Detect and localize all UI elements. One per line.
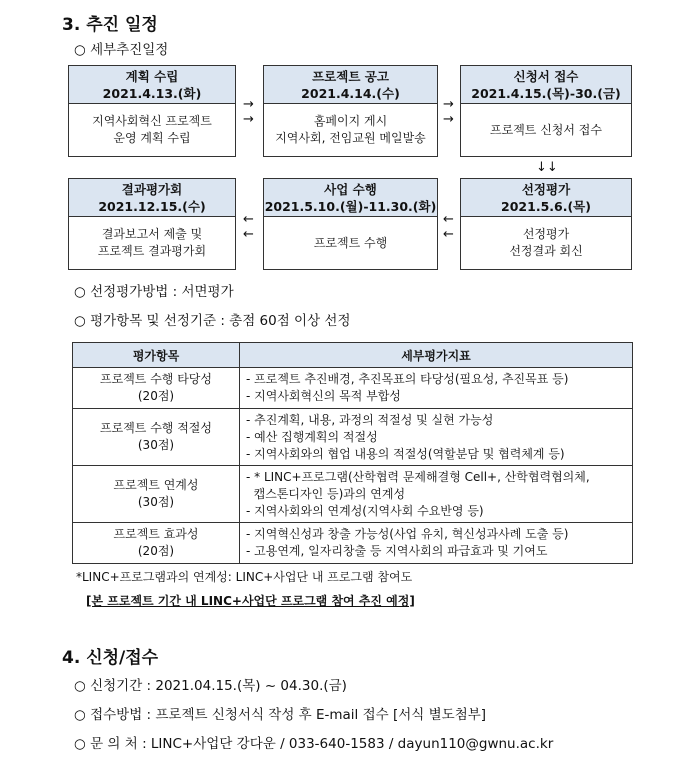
indicator-line: 캡스톤디자인 등)과의 연계성 [246, 486, 406, 501]
application-method: ○ 접수방법 : 프로젝트 신청서식 작성 후 E-mail 접수 [서식 별도첨부] [74, 707, 487, 723]
step-plan [68, 65, 236, 157]
step-execute-date: 2021.5.10.(월)-11.30.(화) [264, 199, 437, 214]
step-result-desc: 결과보고서 제출 및 [101, 227, 203, 241]
item-score: (30점) [137, 495, 175, 509]
table-cell-indicators [240, 368, 633, 409]
indicator-line: - * LINC+프로그램(산학협력 문제해결형 Cell+, 산학협력협의체, [246, 469, 590, 484]
table-cell-indicators [240, 466, 633, 523]
indicator-line: - 지역사회와의 연계성(지역사회 수요반영 등) [246, 503, 484, 518]
table-row [73, 466, 633, 523]
table-row [73, 523, 633, 564]
section4-title: 4. 신청/접수 [62, 648, 159, 668]
linc-note-emphasis: [본 프로젝트 기간 내 LINC+사업단 프로그램 참여 추진 예정] [86, 594, 415, 608]
indicator-line: - 지역혁신성과 창출 가능성(사업 유치, 혁신성과사례 도출 등) [246, 527, 569, 541]
step-plan-desc: 운영 계획 수립 [113, 131, 191, 145]
evaluation-criteria: ○ 평가항목 및 선정기준 : 총점 60점 이상 선정 [74, 313, 351, 329]
arrow-right-icon: → [443, 97, 454, 112]
arrow-left-icon: ← [243, 227, 254, 242]
item-name: 프로젝트 효과성 [113, 527, 199, 541]
step-announce-desc: 지역사회, 전임교원 메일발송 [275, 131, 426, 145]
indicator-line: - 고용연계, 일자리창출 등 지역사회의 파급효과 및 기여도 [246, 544, 548, 558]
step-result [68, 178, 236, 270]
item-name: 프로젝트 연계성 [113, 478, 199, 492]
section3-title: 3. 추진 일정 [62, 15, 158, 35]
evaluation-table [72, 342, 633, 564]
arrow-left-icon: ← [243, 212, 254, 227]
step-result-desc: 프로젝트 결과평가회 [97, 244, 207, 258]
step-announce [263, 65, 438, 157]
application-period: ○ 신청기간 : 2021.04.15.(목) ~ 04.30.(금) [74, 678, 347, 694]
step-announce-desc: 홈페이지 게시 [313, 114, 388, 128]
table-cell-indicators [240, 409, 633, 466]
step-receive [460, 65, 632, 157]
table-cell-item [73, 409, 240, 466]
indicator-line: - 예산 집행계획의 적절성 [246, 429, 378, 444]
arrow-right-icon: → [243, 97, 254, 112]
table-row [73, 409, 633, 466]
step-plan-desc: 지역사회혁신 프로젝트 [92, 114, 212, 128]
step-select [460, 178, 632, 270]
linc-note: *LINC+프로그램과의 연계성: LINC+사업단 내 프로그램 참여도 [76, 570, 413, 584]
step-select-desc: 선정결과 회신 [509, 244, 583, 258]
step-result-title: 결과평가회 [121, 182, 183, 197]
arrow-right-icon: → [443, 112, 454, 127]
indicator-line: - 지역사회혁신의 목적 부합성 [246, 389, 401, 403]
item-name: 프로젝트 수행 타당성 [100, 372, 212, 386]
step-select-date: 2021.5.6.(목) [501, 199, 591, 214]
table-header-indicator: 세부평가지표 [240, 343, 633, 368]
step-execute [263, 178, 438, 270]
step-execute-desc: 프로젝트 수행 [313, 235, 388, 250]
step-select-title: 선정평가 [521, 182, 571, 197]
table-row [73, 368, 633, 409]
step-plan-title: 계획 수립 [125, 69, 179, 84]
step-plan-date: 2021.4.13.(화) [102, 86, 202, 101]
item-score: (20점) [137, 544, 175, 558]
step-receive-date: 2021.4.15.(목)-30.(금) [471, 86, 621, 101]
step-receive-desc: 프로젝트 신청서 접수 [490, 122, 602, 137]
schedule-subtitle: ○ 세부추진일정 [74, 42, 169, 58]
item-score: (30점) [137, 438, 175, 452]
evaluation-method: ○ 선정평가방법 : 서면평가 [74, 284, 234, 300]
arrow-down-icon: ↓↓ [536, 160, 558, 175]
indicator-line: - 추진계획, 내용, 과정의 적절성 및 실현 가능성 [246, 412, 494, 427]
step-result-date: 2021.12.15.(수) [98, 199, 206, 214]
step-announce-title: 프로젝트 공고 [312, 69, 389, 84]
table-cell-indicators [240, 523, 633, 564]
table-header-row [73, 343, 633, 368]
step-receive-title: 신청서 접수 [513, 69, 579, 84]
arrow-right-icon: → [243, 112, 254, 127]
arrow-left-icon: ← [443, 212, 454, 227]
step-execute-title: 사업 수행 [324, 182, 377, 197]
item-score: (20점) [137, 389, 175, 403]
table-cell-item [73, 466, 240, 523]
item-name: 프로젝트 수행 적절성 [100, 421, 212, 435]
table-cell-item [73, 368, 240, 409]
step-select-desc: 선정평가 [522, 227, 570, 241]
indicator-line: - 지역사회와의 협업 내용의 적절성(역할분담 및 협력체계 등) [246, 446, 565, 461]
table-header-item: 평가항목 [73, 343, 240, 368]
contact-info: ○ 문 의 처 : LINC+사업단 강다운 / 033-640-1583 / dayun110@gwnu.ac.kr [74, 736, 554, 752]
table-cell-item [73, 523, 240, 564]
indicator-line: - 프로젝트 추진배경, 추진목표의 타당성(필요성, 추진목표 등) [246, 372, 569, 386]
arrow-left-icon: ← [443, 227, 454, 242]
step-announce-date: 2021.4.14.(수) [301, 86, 400, 101]
